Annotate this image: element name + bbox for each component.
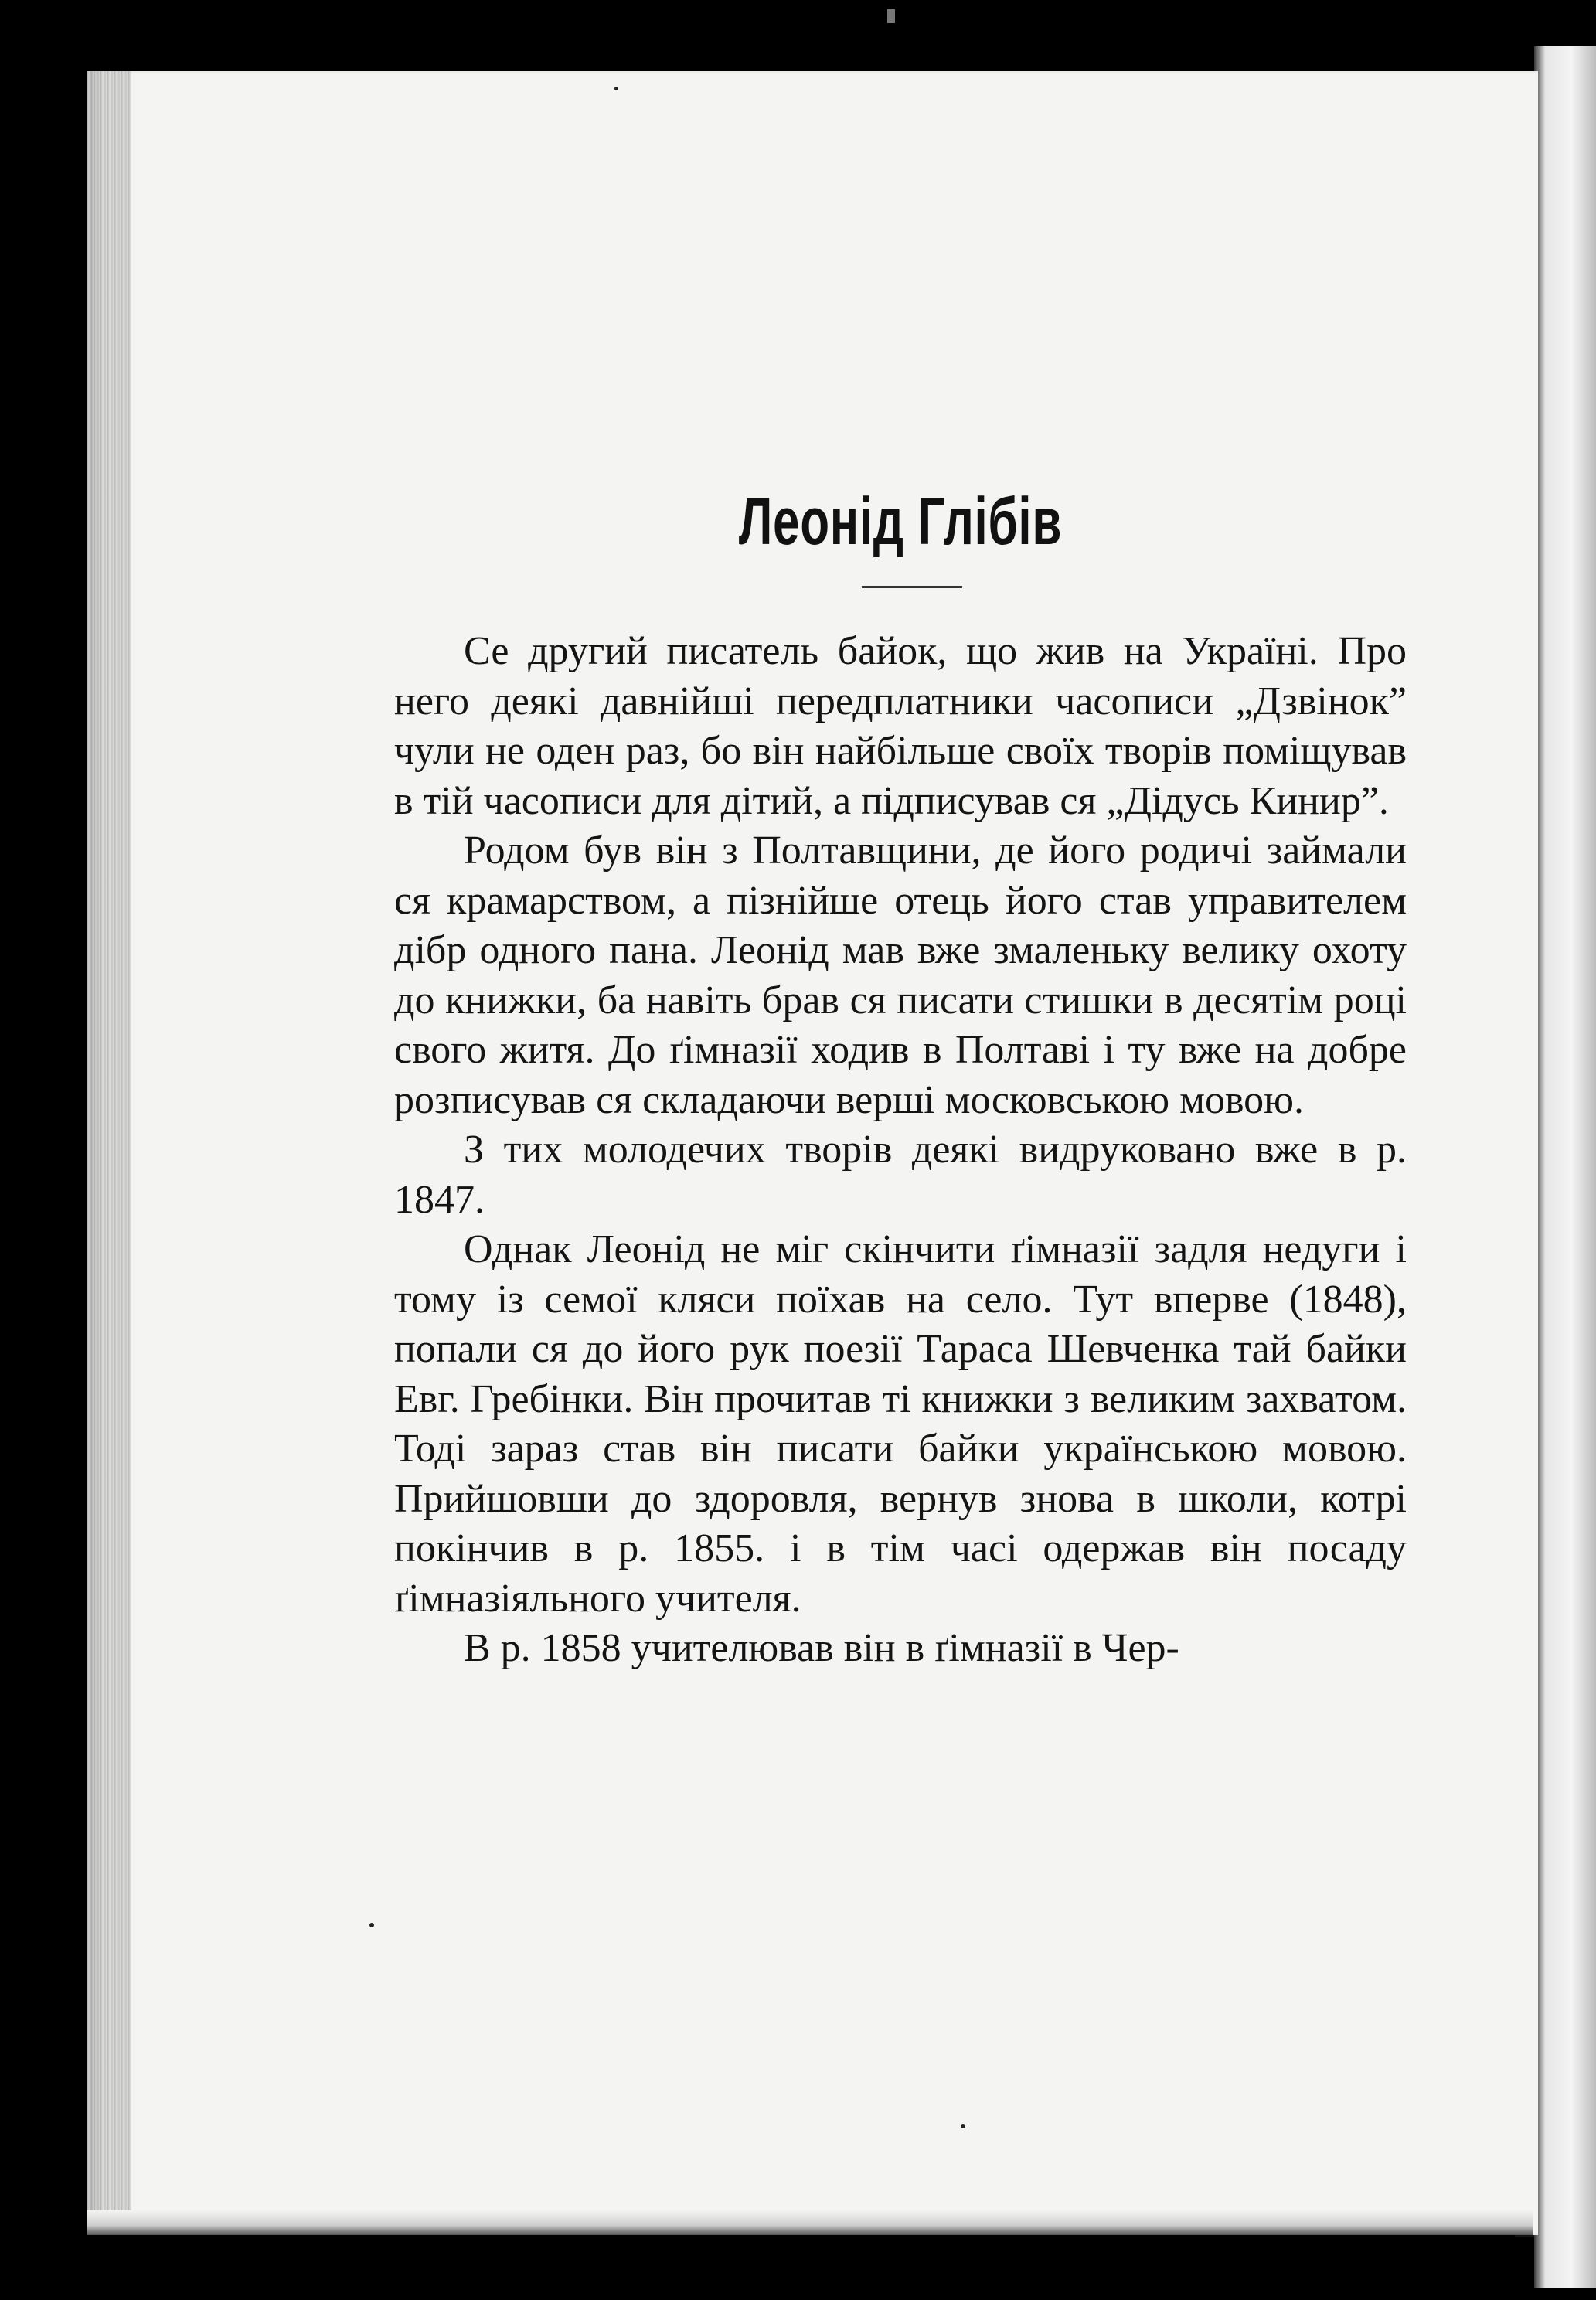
- body-text: [394, 627, 1407, 1674]
- paragraph-5: В р. 1858 учителював він в ґімназії в Чер-: [464, 1626, 1179, 1670]
- paragraph-4: Однак Леонід не міг скінчити ґімназії задля недуги і тому із семої кляси поїхав на село. Тут вперве (1848), попали ся до його рук поезії Тараса Шевченка тай байки Евг. Гребінки. Він прочитав ті книжки з великим захватом. Тоді зараз став він писати байки українською мовою. Прийшовши до здоровля, вернув знова в школи, котрі покінчив в р. 1855. і в тім часі одержав він посаду ґімназіяльного учителя.: [394, 1227, 1407, 1621]
- paragraph-3: З тих молодечих творів деякі видруковано вже в р. 1847.: [394, 1128, 1407, 1222]
- title-divider: [862, 586, 962, 588]
- scan-artifact: [887, 9, 895, 23]
- ink-speck: [614, 87, 618, 90]
- facing-page-edge: [1534, 46, 1596, 2288]
- paragraph-1: Се другий писатель байок, що жив на Україні. Про него деякі давнійші передплатники часописи „Дзвінок” чули не оден раз, бо він найбільше своїх творів поміщував в тій часописи для дітий, а підписував ся „Дідусь Кинир”.: [394, 629, 1407, 823]
- page-bottom-edge: [87, 2210, 1533, 2235]
- page-edge-texture: [87, 71, 131, 2235]
- page-content: [394, 479, 1407, 1674]
- ink-speck: [961, 2124, 965, 2128]
- ink-speck: [369, 1923, 374, 1927]
- page-title: Леонід Глібів: [738, 485, 1063, 559]
- paragraph-2: Родом був він з Полтавщини, де його родичі займали ся крамарством, а пізнійше отець його став управителем дібр одного пана. Леонід мав вже змаленьку велику охоту до книжки, ба навіть брав ся писати стишки в десятім році свого житя. До ґімназії ходив в Полтаві і ту вже на добре розписував ся складаючи верші московською мовою.: [394, 828, 1407, 1122]
